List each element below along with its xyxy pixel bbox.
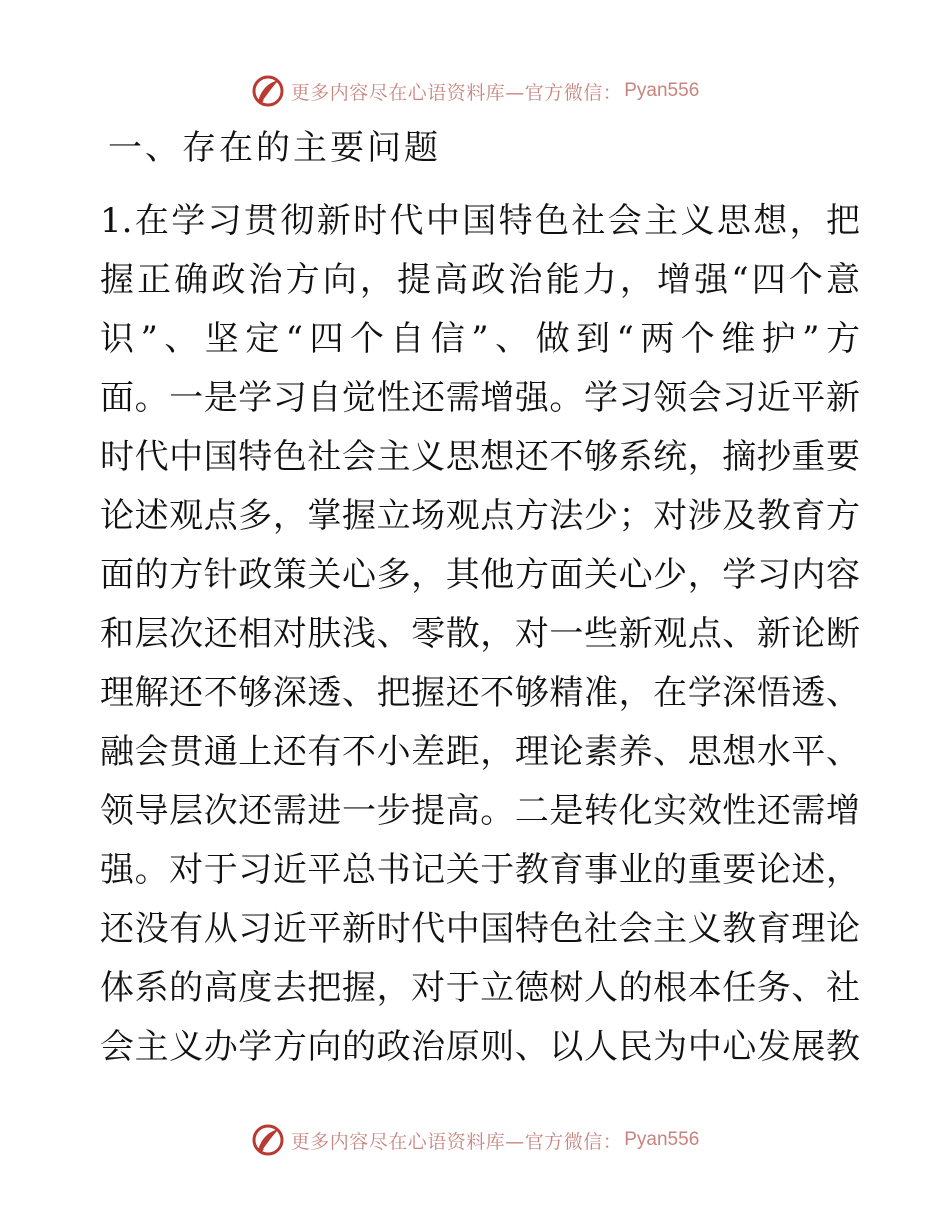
paragraph-line: 会主义办学方向的政治原则、以人民为中心发展教 — [100, 1027, 860, 1067]
watermark-handle: Pyan556 — [624, 80, 700, 101]
watermark-text: 更多内容尽在心语资料库—官方微信： — [290, 1130, 623, 1153]
paragraph-line: 强。对于习近平总书记关于教育事业的重要论述， — [100, 850, 860, 890]
paragraph-line: 论述观点多，掌握立场观点方法少；对涉及教育方 — [100, 496, 860, 536]
paragraph-line: 领导层次还需进一步提高。二是转化实效性还需增 — [100, 791, 860, 831]
paragraph-line: 理解还不够深透、把握还不够精准，在学深悟透、 — [100, 673, 860, 713]
paragraph-line: 识”、坚定“四个自信”、做到“两个维护”方 — [100, 319, 860, 359]
footer-watermark — [0, 1120, 950, 1160]
header-watermark — [0, 71, 950, 111]
paragraph-line: 和层次还相对肤浅、零散，对一些新观点、新论断 — [100, 614, 860, 654]
brush-logo-icon — [251, 74, 285, 108]
paragraph-line: 体系的高度去把握，对于立德树人的根本任务、社 — [100, 968, 860, 1008]
paragraph-line: 面的方针政策关心多，其他方面关心少，学习内容 — [100, 555, 860, 595]
watermark-text: 更多内容尽在心语资料库—官方微信： — [290, 81, 623, 104]
paragraph-line: 时代中国特色社会主义思想还不够系统，摘抄重要 — [100, 437, 860, 477]
paragraph-line: 握正确政治方向，提高政治能力，增强“四个意 — [100, 260, 860, 300]
section-heading: 一、存在的主要问题 — [108, 128, 441, 168]
paragraph-line: 融会贯通上还有不小差距，理论素养、思想水平、 — [100, 732, 860, 772]
body-paragraph — [100, 192, 860, 1077]
brush-logo-icon — [251, 1123, 285, 1157]
paragraph-line: 面。一是学习自觉性还需增强。学习领会习近平新 — [100, 378, 860, 418]
watermark-handle: Pyan556 — [624, 1129, 700, 1150]
paragraph-line: 还没有从习近平新时代中国特色社会主义教育理论 — [100, 909, 860, 949]
paragraph-line: 1.在学习贯彻新时代中国特色社会主义思想，把 — [100, 201, 860, 241]
